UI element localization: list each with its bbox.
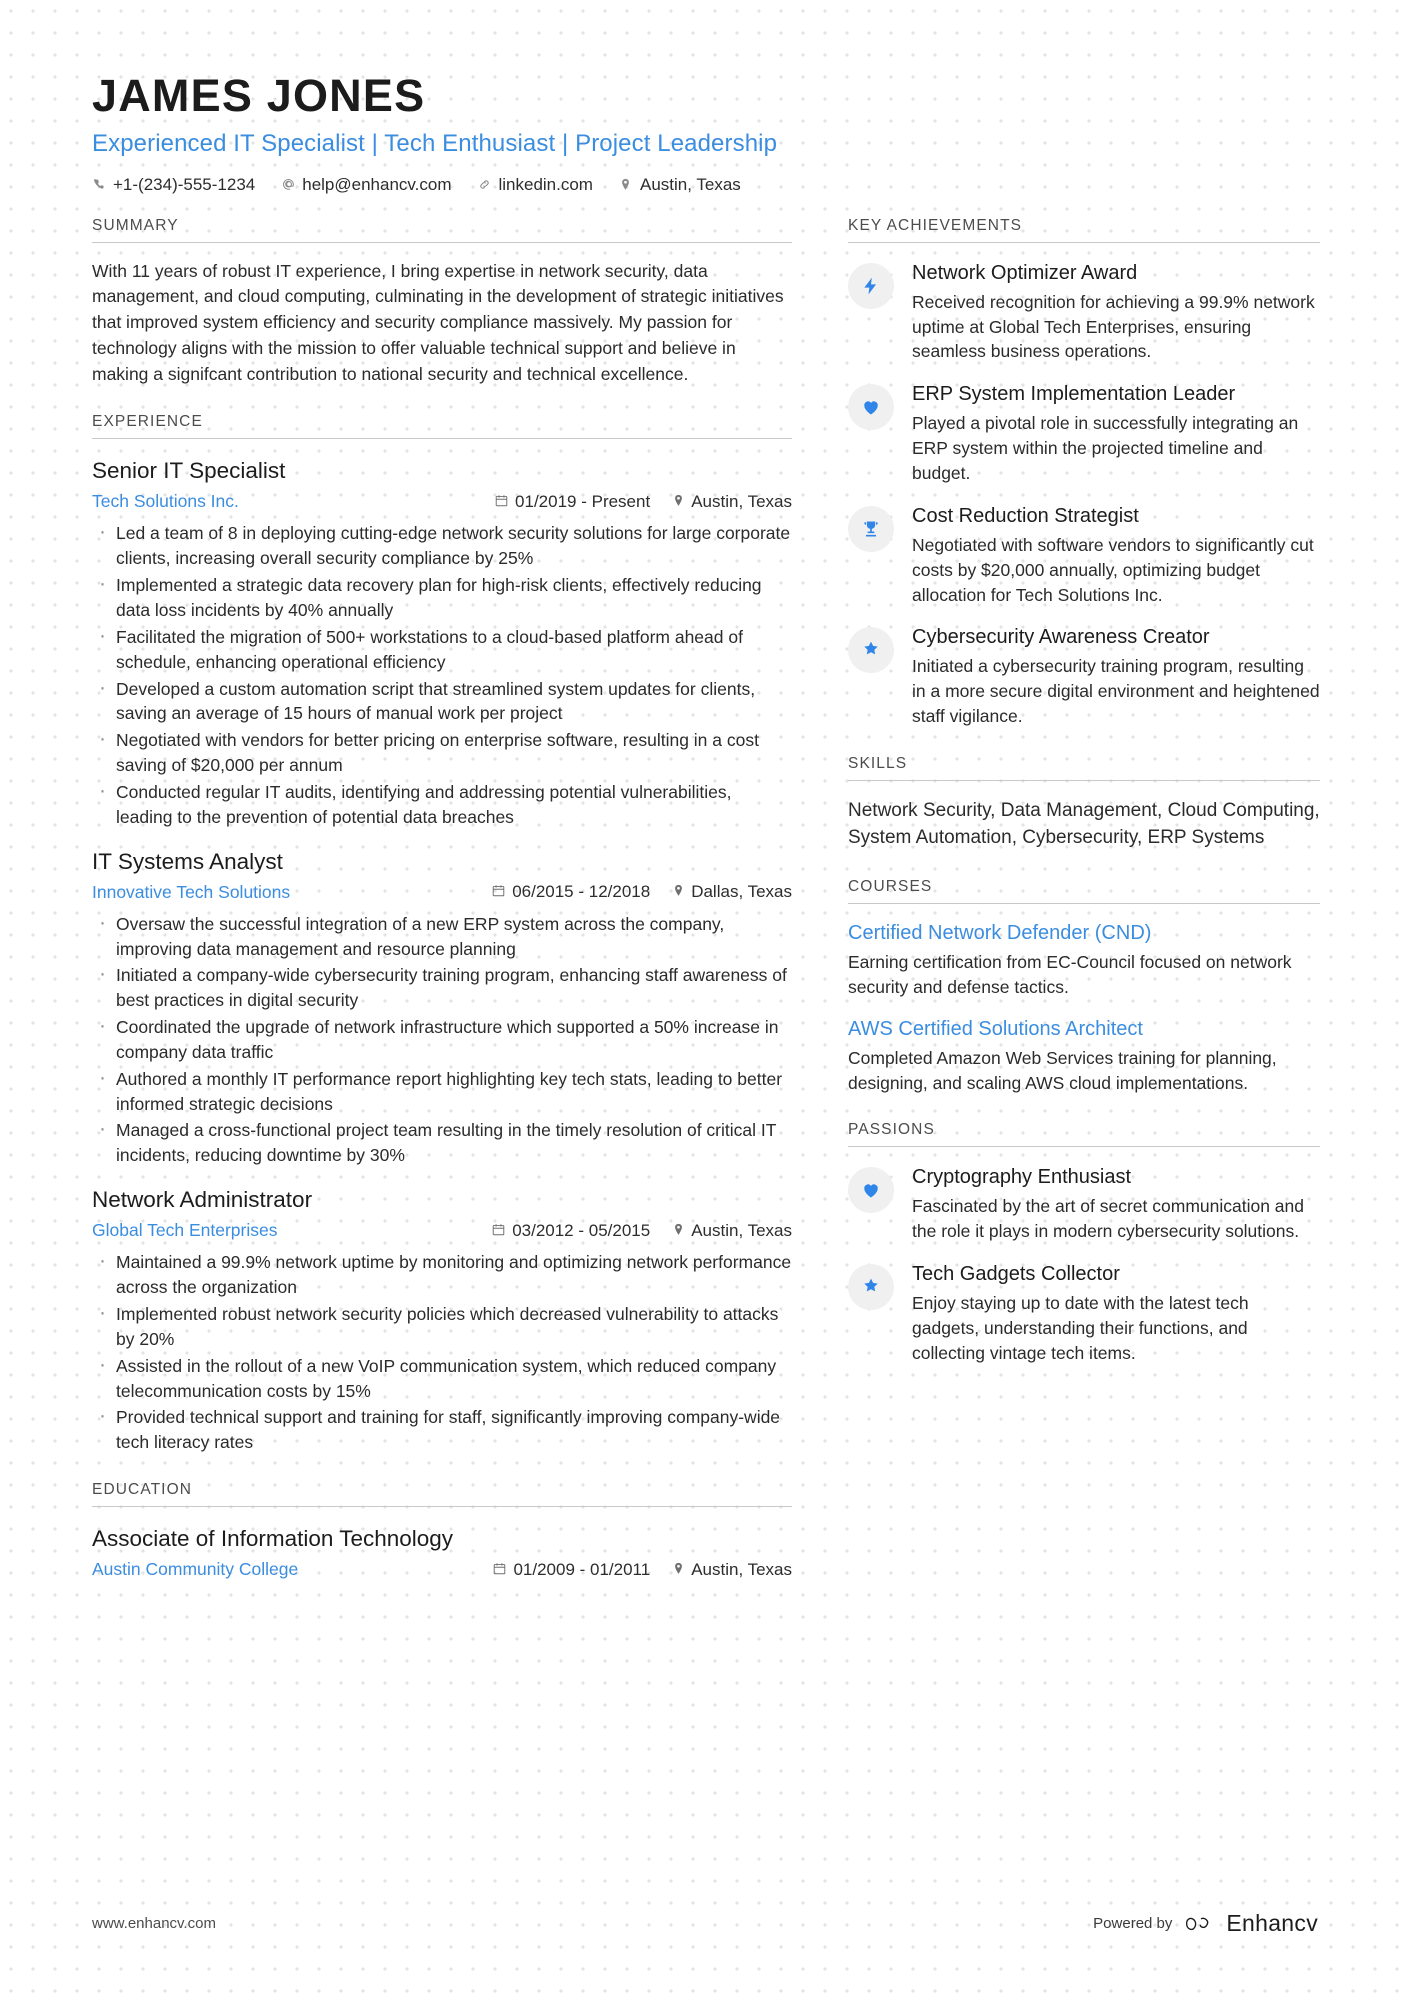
contact-link-text: linkedin.com bbox=[498, 174, 593, 194]
calendar-icon bbox=[493, 1562, 506, 1578]
calendar-icon bbox=[495, 494, 508, 510]
job-company[interactable]: Innovative Tech Solutions bbox=[92, 881, 291, 902]
page-footer bbox=[92, 1910, 1318, 1937]
resume-body bbox=[92, 217, 1318, 1606]
location-icon bbox=[672, 1562, 685, 1578]
list-item: · Conducted regular IT audits, identifying and addressing potential vulnerabilities, leading to the prevention of potential data breaches bbox=[92, 780, 792, 830]
email-icon bbox=[281, 178, 295, 191]
achievement-desc: Received recognition for achieving a 99.9% network uptime at Global Tech Enterprises, ensuring seamless business operations. bbox=[912, 291, 1315, 362]
section-education bbox=[92, 1481, 792, 1580]
course-item bbox=[848, 1016, 1320, 1096]
job-meta bbox=[92, 491, 792, 512]
experience-item bbox=[92, 848, 792, 1169]
star-badge-icon bbox=[848, 1264, 894, 1310]
location-icon bbox=[672, 884, 685, 900]
experience-item bbox=[92, 1186, 792, 1455]
resume-header bbox=[92, 70, 1318, 195]
section-title-courses: COURSES bbox=[848, 878, 1320, 904]
enhancv-mark-icon bbox=[1184, 1913, 1218, 1935]
enhancv-logo[interactable] bbox=[1184, 1910, 1318, 1937]
list-item: · Implemented robust network security policies which decreased vulnerability to attacks by 20% bbox=[92, 1302, 792, 1352]
contact-link[interactable] bbox=[477, 175, 593, 195]
headline: Experienced IT Specialist | Tech Enthusiast | Project Leadership bbox=[92, 129, 778, 157]
achievement-title: Cybersecurity Awareness Creator bbox=[912, 626, 1210, 649]
course-desc: Completed Amazon Web Services training for planning, designing, and scaling AWS cloud implementations. bbox=[848, 1047, 1277, 1093]
list-item: · Initiated a company-wide cybersecurity training program, enhancing staff awareness of best practices in digital security bbox=[92, 963, 792, 1013]
list-item: · Provided technical support and training for staff, significantly improving company-wide tech literacy rates bbox=[92, 1405, 792, 1455]
page-title: JAMES JONES bbox=[92, 70, 426, 121]
course-title[interactable]: Certified Network Defender (CND) bbox=[848, 921, 1152, 944]
contact-email[interactable] bbox=[281, 175, 451, 195]
job-meta bbox=[92, 1220, 792, 1241]
education-location bbox=[672, 1560, 792, 1580]
school-name[interactable]: Austin Community College bbox=[92, 1559, 299, 1580]
section-skills bbox=[848, 755, 1320, 852]
achievement-title: ERP System Implementation Leader bbox=[912, 383, 1236, 406]
location-icon bbox=[672, 1223, 685, 1239]
education-location-text: Austin, Texas bbox=[691, 1559, 792, 1579]
summary-text: With 11 years of robust IT experience, I bring expertise in network security, data management, and cloud computing, culminating in the development of strategic initiatives that improved system efficiency and security compliance massively. My passion for technology aligns with the mission to offer valuable technical support and believe in making a signifcant contribution to national security and technical excellence. bbox=[92, 260, 784, 384]
list-item: · Authored a monthly IT performance report highlighting key tech stats, leading to better informed strategic decisions bbox=[92, 1067, 792, 1117]
job-location-text: Dallas, Texas bbox=[691, 882, 792, 902]
enhancv-wordmark: Enhancv bbox=[1226, 1910, 1318, 1936]
heart-icon bbox=[848, 384, 894, 430]
bolt-icon bbox=[848, 263, 894, 309]
section-courses bbox=[848, 878, 1320, 1095]
contact-phone[interactable] bbox=[92, 175, 255, 195]
degree-title: Associate of Information Technology bbox=[92, 1526, 454, 1552]
calendar-icon bbox=[492, 884, 505, 900]
job-company[interactable]: Tech Solutions Inc. bbox=[92, 491, 239, 512]
phone-icon bbox=[92, 178, 106, 191]
contact-location-text: Austin, Texas bbox=[639, 174, 741, 194]
star-badge-icon bbox=[848, 627, 894, 673]
experience-item bbox=[92, 457, 792, 829]
job-location-text: Austin, Texas bbox=[691, 491, 792, 511]
section-experience bbox=[92, 413, 792, 1455]
job-bullets bbox=[92, 912, 792, 1168]
powered-by-label: Powered by bbox=[1093, 1915, 1173, 1932]
list-item: · Assisted in the rollout of a new VoIP communication system, which reduced company telecommunication costs by 15% bbox=[92, 1354, 792, 1404]
job-bullets bbox=[92, 1250, 792, 1455]
job-title: Network Administrator bbox=[92, 1187, 313, 1213]
calendar-icon bbox=[492, 1223, 505, 1239]
list-item: · Managed a cross-functional project team resulting in the timely resolution of critical IT incidents, reducing downtime by 30% bbox=[92, 1118, 792, 1168]
left-column bbox=[92, 217, 792, 1606]
section-title-skills: SKILLS bbox=[848, 755, 1320, 781]
list-item: · Negotiated with vendors for better pricing on enterprise software, resulting in a cost saving of $20,000 per annum bbox=[92, 728, 792, 778]
footer-website[interactable]: www.enhancv.com bbox=[92, 1915, 216, 1932]
education-meta bbox=[92, 1559, 792, 1580]
section-passions bbox=[848, 1121, 1320, 1365]
list-item: · Oversaw the successful integration of a new ERP system across the company, improving data management and resource planning bbox=[92, 912, 792, 962]
passion-desc: Fascinated by the art of secret communication and the role it plays in modern cybersecurity solutions. bbox=[912, 1196, 1305, 1242]
job-location bbox=[672, 492, 792, 512]
job-dates-text: 03/2012 - 05/2015 bbox=[512, 1220, 651, 1240]
passion-desc: Enjoy staying up to date with the latest tech gadgets, understanding their functions, and collecting vintage tech items. bbox=[912, 1293, 1249, 1363]
list-item: · Led a team of 8 in deploying cutting-edge network security solutions for large corporate clients, increasing overall security compliance by 25% bbox=[92, 521, 792, 571]
job-dates-text: 06/2015 - 12/2018 bbox=[512, 882, 651, 902]
education-dates bbox=[493, 1560, 650, 1580]
job-location bbox=[672, 1221, 792, 1241]
job-dates-text: 01/2019 - Present bbox=[515, 491, 651, 511]
link-icon bbox=[477, 178, 491, 191]
location-icon bbox=[672, 494, 685, 510]
passion-title: Cryptography Enthusiast bbox=[912, 1166, 1132, 1189]
job-bullets bbox=[92, 521, 792, 829]
skills-text: Network Security, Data Management, Cloud Computing, System Automation, Cybersecurity, ERP Systems bbox=[848, 799, 1320, 849]
education-item bbox=[92, 1525, 792, 1580]
section-title-passions: PASSIONS bbox=[848, 1121, 1320, 1147]
job-dates bbox=[492, 882, 650, 902]
passion-item bbox=[848, 1262, 1320, 1366]
achievement-item bbox=[848, 382, 1320, 486]
achievement-desc: Negotiated with software vendors to significantly cut costs by $20,000 annually, optimizing budget allocation for Tech Solutions Inc. bbox=[912, 534, 1314, 605]
contact-location[interactable] bbox=[619, 175, 741, 195]
achievement-item bbox=[848, 261, 1320, 365]
course-desc: Earning certification from EC-Council focused on network security and defense tactics. bbox=[848, 951, 1292, 997]
education-dates-text: 01/2009 - 01/2011 bbox=[513, 1559, 651, 1579]
achievement-desc: Initiated a cybersecurity training program, resulting in a more secure digital environment and heightened staff vigilance. bbox=[912, 656, 1320, 727]
job-location-text: Austin, Texas bbox=[691, 1220, 792, 1240]
job-meta bbox=[92, 882, 792, 903]
job-location bbox=[672, 882, 792, 902]
list-item: · Coordinated the upgrade of network infrastructure which supported a 50% increase in company data traffic bbox=[92, 1015, 792, 1065]
heart-icon bbox=[848, 1167, 894, 1213]
achievement-desc: Played a pivotal role in successfully integrating an ERP system within the projected timeline and budget. bbox=[912, 413, 1299, 483]
trophy-icon bbox=[848, 506, 894, 552]
job-title: IT Systems Analyst bbox=[92, 848, 283, 874]
section-title-experience: EXPERIENCE bbox=[92, 413, 792, 439]
powered-by bbox=[1093, 1910, 1318, 1937]
course-title[interactable]: AWS Certified Solutions Architect bbox=[848, 1017, 1143, 1040]
passion-item bbox=[848, 1165, 1320, 1244]
location-icon bbox=[619, 178, 633, 191]
course-item bbox=[848, 920, 1320, 1000]
contact-phone-text: +1-(234)-555-1234 bbox=[113, 174, 256, 194]
list-item: · Implemented a strategic data recovery plan for high-risk clients, effectively reducing data loss incidents by 40% annually bbox=[92, 573, 792, 623]
list-item: · Facilitated the migration of 500+ workstations to a cloud-based platform ahead of schedule, enhancing operational efficiency bbox=[92, 625, 792, 675]
job-company[interactable]: Global Tech Enterprises bbox=[92, 1220, 278, 1241]
contact-list bbox=[92, 175, 1318, 195]
achievement-item bbox=[848, 504, 1320, 608]
section-title-summary: SUMMARY bbox=[92, 217, 792, 243]
job-title: Senior IT Specialist bbox=[92, 458, 286, 484]
job-dates bbox=[495, 492, 650, 512]
passion-title: Tech Gadgets Collector bbox=[912, 1263, 1120, 1286]
section-summary bbox=[92, 217, 792, 388]
contact-email-text: help@enhancv.com bbox=[302, 174, 452, 194]
section-title-achievements: KEY ACHIEVEMENTS bbox=[848, 217, 1320, 243]
section-title-education: EDUCATION bbox=[92, 1481, 792, 1507]
achievement-title: Cost Reduction Strategist bbox=[912, 504, 1139, 527]
section-achievements bbox=[848, 217, 1320, 729]
list-item: · Developed a custom automation script that streamlined system updates for clients, saving an average of 15 hours of manual work per project bbox=[92, 677, 792, 727]
achievement-title: Network Optimizer Award bbox=[912, 261, 1138, 284]
list-item: · Maintained a 99.9% network uptime by monitoring and optimizing network performance across the organization bbox=[92, 1250, 792, 1300]
job-dates bbox=[492, 1221, 650, 1241]
right-column bbox=[848, 217, 1320, 1392]
achievement-item bbox=[848, 625, 1320, 729]
